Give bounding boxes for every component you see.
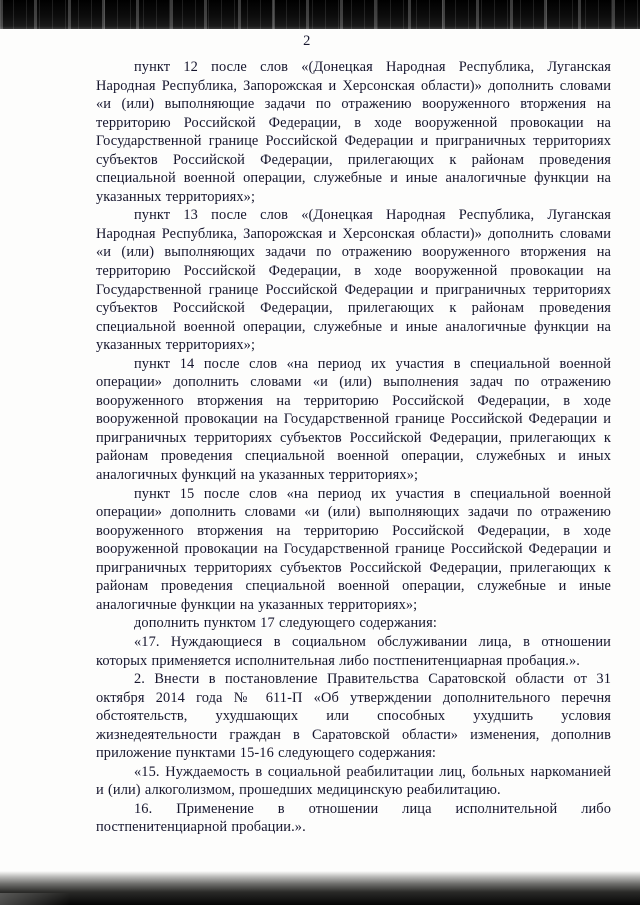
scan-artifact-top-edge	[0, 0, 640, 29]
document-body	[96, 58, 611, 837]
scan-artifact-bottom-edge	[0, 871, 640, 905]
page-number: 2	[303, 33, 311, 49]
paragraph-item-13: пункт 13 после слов «(Донецкая Народная Республика, Луганская Народная Республика, Запорожская и Херсонская области)» дополнить словами «и (или) выполняющих задачи по отражению вооруженного вторжения на территорию Российской Федерации, в ходе вооруженной провокации на Государственной границе Российской Федерации и приграничных территориях субъектов Российской Федерации, прилегающих к районам проведения специальной военной операции, служебные и иные аналогичные функции на указанных территориях»;	[96, 207, 611, 354]
paragraph-section-2: 2. Внести в постановление Правительства Саратовской области от 31 октября 2014 года № 611-П «Об утверждении дополнительного перечня обстоятельств, ухудшающих или способных ухудшить условия жизнедеятельности граждан в Саратовской области» изменения, дополнив приложение пунктами 15-16 следующего содержания:	[96, 671, 611, 762]
paragraph-item-12: пункт 12 после слов «(Донецкая Народная Республика, Луганская Народная Республика, Запорожская и Херсонская области)» дополнить словами «и (или) выполняющие задачи по отражению вооруженного вторжения на территорию Российской Федерации, в ходе вооруженной провокации на Государственной границе Российской Федерации и приграничных территориях субъектов Российской Федерации, прилегающих к районам проведения специальной военной операции, служебные и иные аналогичные функции на указанных территориях»;	[96, 59, 611, 205]
paragraph-item-15: пункт 15 после слов «на период их участия в специальной военной операции» дополнить словами «и (или) выполняющих задачи по отражению вооруженного вторжения на территорию Российской Федерации, в ходе вооруженной провокации на Государственной границе Российской Федерации и приграничных территориях субъектов Российской Федерации, прилегающих к районам проведения специальной военной операции, служебные и иные аналогичные функции на указанных территориях»;	[96, 485, 611, 613]
paragraph-item-17-text: «17. Нуждающиеся в социальном обслуживании лица, в отношении которых применяется исполнительная либо постпенитенциарная пробация.».	[96, 633, 611, 669]
paragraph-item-16-text: 16. Применение в отношении лица исполнительной либо постпенитенциарной пробации.».	[96, 800, 611, 836]
paragraph-item-15-text: «15. Нуждаемость в социальной реабилитации лиц, больных наркоманией и (или) алкоголизмом, прошедших медицинскую реабилитацию.	[96, 763, 611, 799]
paragraph-item-14: пункт 14 после слов «на период их участия в специальной военной операции» дополнить словами «и (или) выполнения задач по отражению вооруженного вторжения на территорию Российской Федерации, в ходе вооруженной провокации на Государственной границе Российской Федерации и приграничных территориях субъектов Российской Федерации, прилегающих к районам проведения специальной военной операции, служебных и иных аналогичных функций на указанных территориях»;	[96, 355, 611, 484]
paragraph-add-item-17-intro: дополнить пунктом 17 следующего содержания:	[134, 615, 437, 632]
